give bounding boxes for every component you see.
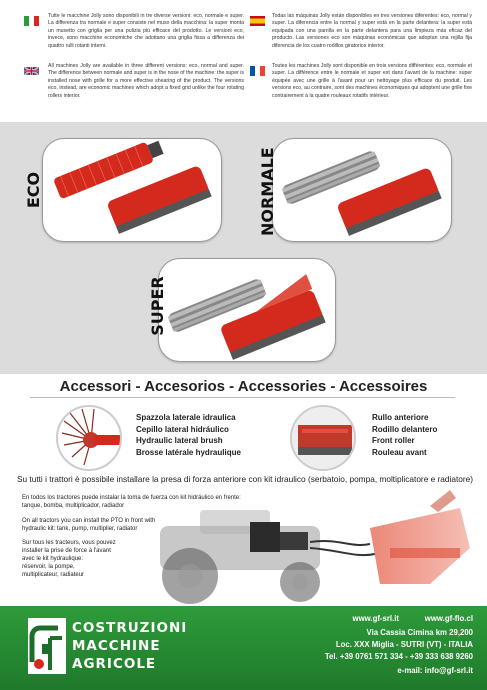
intro-section (0, 0, 487, 122)
normale-card (272, 138, 452, 242)
accessories-divider (30, 397, 455, 398)
brand-line-2: MACCHINE (72, 638, 161, 654)
eco-card (42, 138, 222, 242)
front-roller-list (372, 412, 437, 458)
eco-label: ECO (24, 171, 43, 209)
pto-fr-line-2: installer la prise de force à l'avant (22, 548, 111, 554)
france-flag-icon (250, 66, 265, 76)
front-roller-en: Front roller (372, 436, 415, 445)
pto-es-line-2: tanque, bomba, multiplicador, radiador (22, 503, 125, 509)
uk-flag-icon (24, 66, 39, 76)
spain-flag-icon (250, 16, 265, 26)
address-line-2: Loc. XXX Miglia - SUTRI (VT) - ITALIA (335, 640, 473, 649)
pto-fr-line-1: Sur tous les tracteurs, vous pouvez (22, 540, 116, 546)
pto-fr-line-3: avec le kit hydraulique: (22, 556, 84, 562)
intro-text-es: Todas las máquinas Jolly están disponibles en tres versiones diferentes: eco, normal y super. La diferencia entre la normal y super está en la parte delantera: la super está equipada con una parrilla en la parte delantera para una limpieza más eficaz del producto. Las versiones eco son máquinas económicas que adoptan una rejilla fija diferencia de los cuatro rodillos giratorios interior. (272, 13, 472, 49)
front-roller-es: Rodillo delantero (372, 424, 438, 434)
website-gf-flo[interactable]: www.gf-flo.cl (424, 614, 473, 623)
lateral-brush-en: Hydraulic lateral brush (136, 436, 223, 445)
tractor-image (130, 488, 475, 608)
versions-section (0, 122, 487, 374)
eco-machine-image (43, 139, 222, 242)
front-roller-it: Rullo anteriore (372, 413, 429, 422)
front-roller-fr: Rouleau avant (372, 447, 427, 457)
pto-en-line-1: On all tractors you can install the PTO in front with (22, 518, 156, 524)
front-roller-image (290, 405, 356, 471)
accessories-title (0, 378, 487, 395)
gf-logo (28, 618, 66, 674)
accessories-title-main: Accessori (59, 378, 132, 395)
footer (0, 606, 487, 690)
intro-text-it: Tutte le macchine Jolly sono disponibili in tre diverse versioni: eco, normale e super. La differenza tra normale e super consiste nel muso della macchina: la super monta un musetto con griglia per una pulizia più efficace del prodotto. Le versioni eco, invece, sono macchine economiche che adottano una griglia fissa a differenza dei quattro rulli rotanti interni. (48, 13, 244, 49)
intro-text-fr: Toutes les machines Jolly sont disponible en trois versions différentes: eco, normale et super. La différence entre le normale et super est dans l'avant de la machine: super équipée avec une grille à l'avant pour un nettoyage plus efficace du produit. Les versions eco, au contraire, sont des machines économiques qui adoptent une grille fixe contrairement à la quatre rouleaux rotatifs intérieur. (272, 63, 472, 99)
lateral-brush-it: Spazzola laterale idraulica (136, 413, 236, 422)
normale-machine-image (273, 139, 452, 242)
brand-line-1: COSTRUZIONI (72, 620, 188, 636)
lateral-brush-es: Cepillo lateral hidráulico (136, 424, 229, 434)
pto-text-fr (22, 539, 116, 579)
pto-text-it: Su tutti i trattori è possibile installare la presa di forza anteriore con kit idraulico (serbatoio, pompa, moltiplicatore e radiatore) (16, 474, 474, 484)
accessories-title-rest: - Accesorios - Accessories - Accessoires (131, 378, 428, 395)
lateral-brush-list (136, 412, 241, 458)
italy-flag-icon (24, 16, 39, 26)
email-link[interactable]: e-mail: info@gf-srl.it (397, 666, 473, 675)
website-gf-srl[interactable]: www.gf-srl.it (352, 614, 399, 623)
super-card (158, 258, 336, 362)
pto-fr-line-5: multiplicateur, radiateur (22, 572, 85, 578)
pto-es-line-1: En todos los tractores puede instalar la toma de fuerza con kit hidráulico en frente: (22, 495, 241, 501)
pto-en-line-2: hydraulic kit: tank, pump, multiplier, radiator (22, 526, 138, 532)
intro-text-en: All machines Jolly are available in three different versions: eco, normal and super. The difference between normale and super is in the nose of the machine: the super is installed nose with grille for a more effective shearing of the product. The versions eco, instead, are economic machines which adopt a fixed grid unlike the four rotating rollers interior. (48, 63, 244, 99)
super-machine-image (159, 259, 336, 362)
phone-text: Tel. +39 0761 571 334 - +39 333 638 9260 (324, 652, 473, 661)
brand-line-3: AGRICOLE (72, 656, 157, 672)
address-line-1: Via Cassia Cimina km 29,200 (366, 628, 473, 637)
super-label: SUPER (148, 276, 167, 336)
lateral-brush-fr: Brosse latérale hydraulique (136, 447, 241, 457)
gf-logo-icon (28, 618, 66, 674)
normale-label: NORMALE (258, 147, 277, 236)
lateral-brush-image (56, 405, 122, 471)
pto-fr-line-4: réservoir, la pompe, (22, 564, 75, 570)
